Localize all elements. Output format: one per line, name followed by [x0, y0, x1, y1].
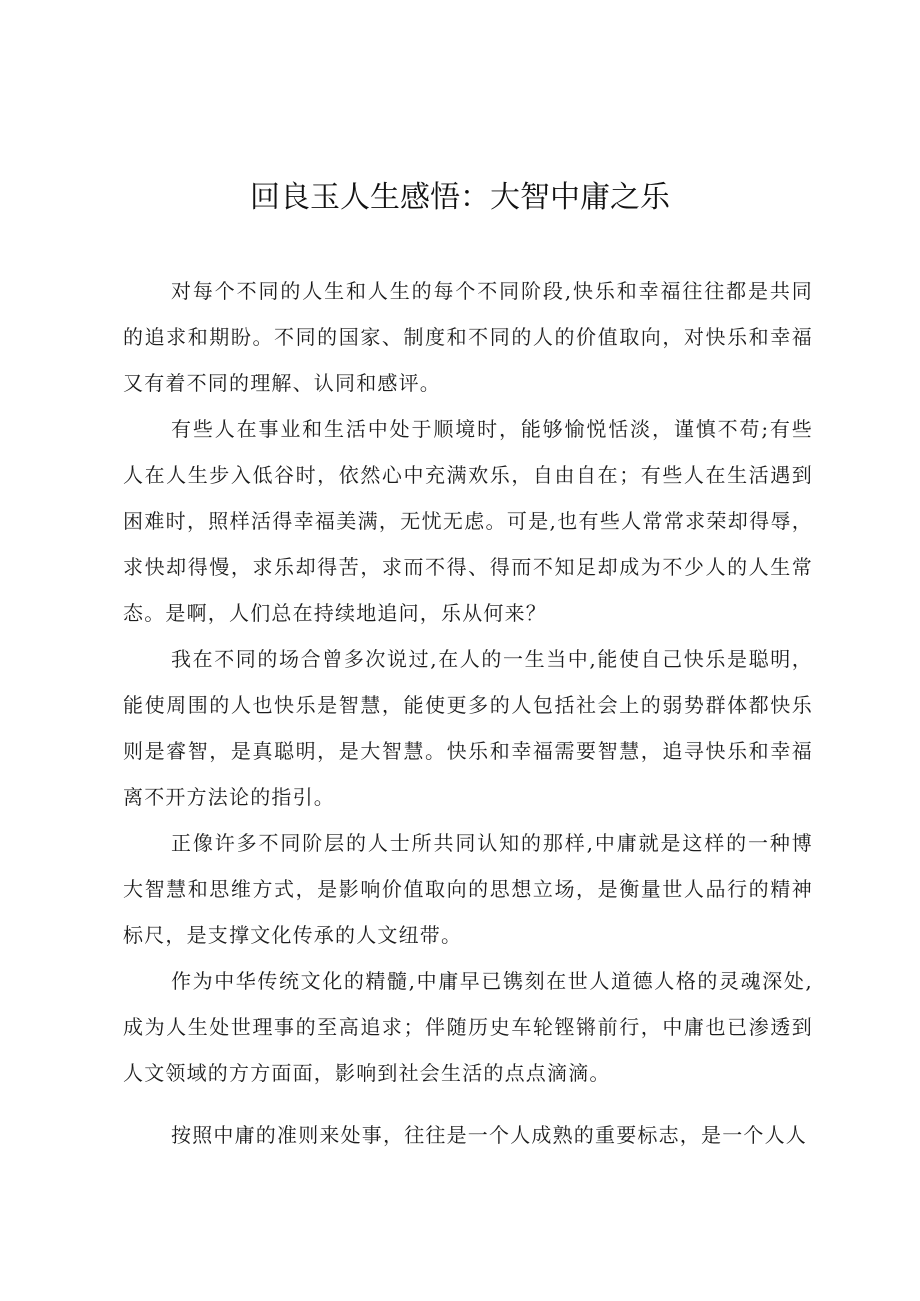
paragraph: 作为中华传统文化的精髓,中庸早已镌刻在世人道德人格的灵魂深处,成为人生处世理事的至高追求；伴随历史车轮铿锵前行，中庸也已渗透到人文领域的方方面面，影响到社会生活的点点滴滴。 [123, 969, 813, 1085]
paragraph: 正像许多不同阶层的人士所共同认知的那样,中庸就是这样的一种博大智慧和思维方式，是影响价值取向的思想立场，是衡量世人品行的精神标尺，是支撑文化传承的人文纽带。 [123, 831, 813, 947]
document-body [123, 268, 813, 1158]
paragraph: 我在不同的场合曾多次说过,在人的一生当中,能使自己快乐是聪明，能使周围的人也快乐是智慧，能使更多的人包括社会上的弱势群体都快乐则是睿智，是真聪明，是大智慧。快乐和幸福需要智慧，追寻快乐和幸福离不开方法论的指引。 [123, 647, 813, 809]
paragraph: 对每个不同的人生和人生的每个不同阶段,快乐和幸福往往都是共同的追求和期盼。不同的国家、制度和不同的人的价值取向，对快乐和幸福又有着不同的理解、认同和感评。 [123, 279, 813, 395]
document-title: 回良玉人生感悟：大智中庸之乐 [250, 180, 670, 215]
paragraph: 有些人在事业和生活中处于顺境时，能够愉悦恬淡，谨慎不苟;有些人在人生步入低谷时，依然心中充满欢乐，自由自在；有些人在生活遇到困难时，照样活得幸福美满，无忧无虑。可是,也有些人常常求荣却得辱，求快却得慢，求乐却得苦，求而不得、得而不知足却成为不少人的人生常态。是啊，人们总在持续地追问，乐从何来？ [123, 417, 813, 625]
paragraph: 按照中庸的准则来处事，往往是一个人成熟的重要标志，是一个人人 [171, 1123, 807, 1147]
